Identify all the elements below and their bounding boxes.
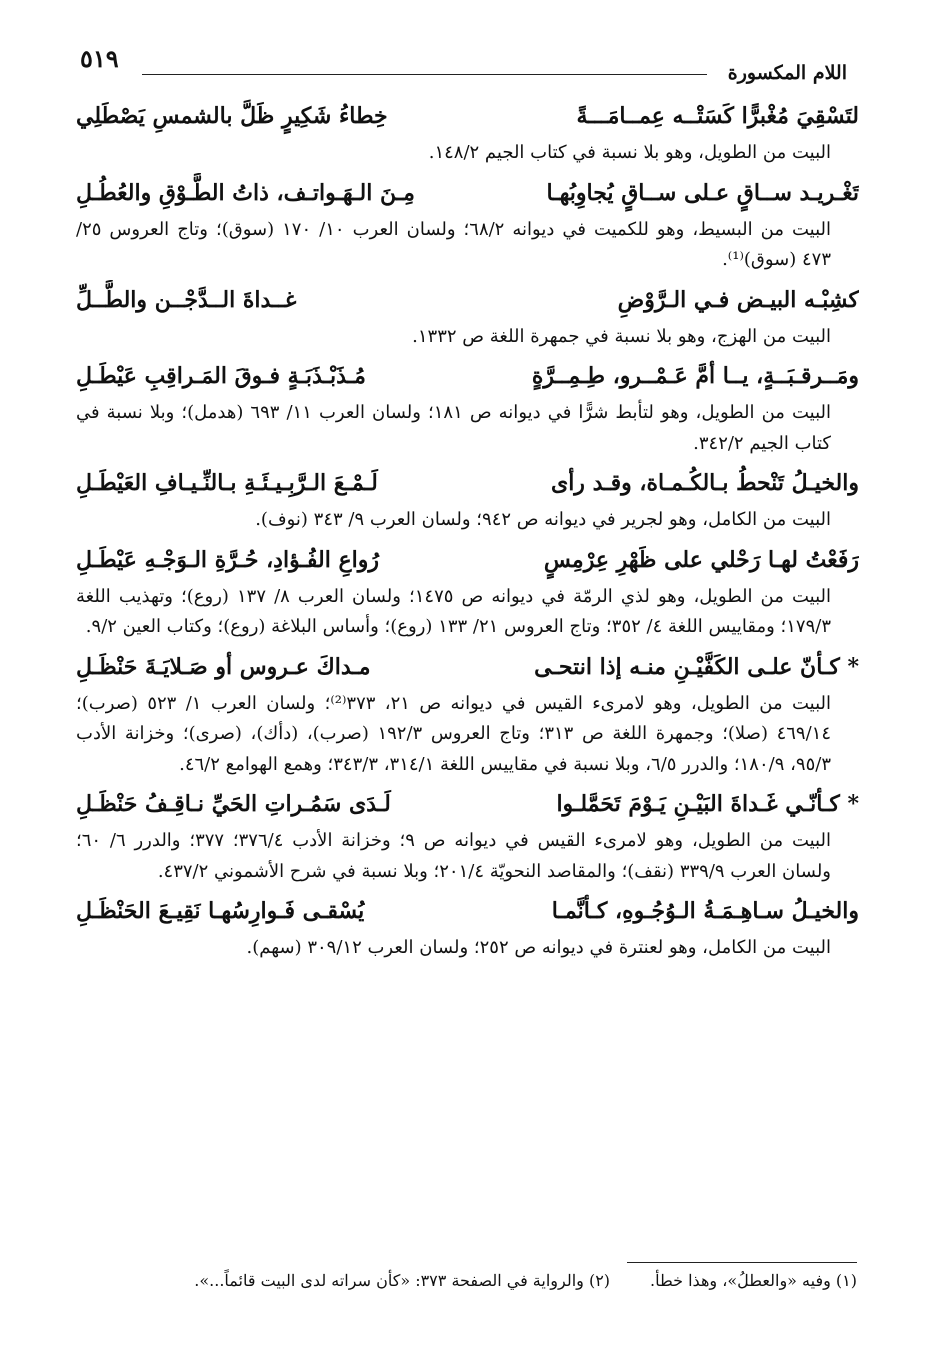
footnote-1: (١) وفيه «والعطلُ»، وهذا خطأ. [650,1271,857,1290]
footnotes [80,1270,857,1292]
footnote-2: (٢) والرواية في الصفحة ٣٧٣: «كأن سراته لدى البيت قائماً...». [194,1271,611,1290]
verse [76,173,859,215]
running-title: اللام المكسورة [727,62,847,84]
entry [76,280,859,353]
verse-second-hemistich: خِطاءُ شَكِيرٍ ظَلَّ بالشمسِ يَصْطَلِي [76,103,388,129]
verse [76,540,859,582]
verse-first-hemistich: كشِبْـه البيـض فـي الـرَّوْضِ [617,286,859,313]
page-header [80,44,847,84]
entries-list [76,96,859,968]
verse-first-hemistich: تَغْـريـد ســاقٍ عـلى ســاقٍ يُجاوِبُهـا [546,179,859,206]
verse-source-note: البيت من الطويل، وهو لذي الرمّة في ديوانه ص ١٤٧٥؛ ولسان العرب ٨/ ١٣٧ (روع)؛ وتهذيب اللغة ١٧٩/٣؛ ومقاييس اللغة ٤/ ٣٥٢؛ وتاج العروس ٢١/ ١٣٣ (روع)؛ وأساس البلاغة (روع)؛ وكتاب العين ٩/٢. [76,585,831,637]
verse-first-hemistich: * كـأنّـي غَـداةَ البَيْـنِ يَـوْمَ تَحَمَّلـوا [556,791,859,817]
entry [76,647,859,781]
verse [76,784,859,826]
verse-source-note: البيت من الهزج، وهو بلا نسبة في جمهرة اللغة ص ١٣٣٢. [412,325,831,347]
entry [76,463,859,536]
verse-first-hemistich: * كـأنّ علـى الكَفَّيْـنِ منـه إذا انتحـى [534,653,859,680]
verse-first-hemistich: رَفَعْتُ لهـا رَحْلي على ظَهْرِ عِرْمِسٍ [543,546,859,573]
verse-second-hemistich: لَـمْـعَ الـرَّبِـيـئَـةِ بـالنِّـيـافِ العَيْطَـلِ [76,470,378,496]
verse-source-note: البيت من البسيط، وهو للكميت في ديوانه ٦٨/٢؛ ولسان العرب ١٠/ ١٧٠ (سوق)؛ وتاج العروس ٢٥/ ٤٧٣ (سوق)⁽¹⁾. [76,218,832,270]
entry [76,173,859,276]
verse-source-note: البيت من الكامل، وهو لجرير في ديوانه ص ٩٤٢؛ ولسان العرب ٩/ ٣٤٣ (نوف). [255,509,831,530]
verse [76,891,859,933]
verse-first-hemistich: والخيـلُ سـاهِـمَـةُ الـوُجُـوهِ، كـأنَّمـا [551,898,859,924]
entry [76,540,859,643]
page-number: ٥١٩ [80,44,119,73]
verse-first-hemistich: لتَسْقِيَ مُغْبرًّا كَسَتْــه عِمــامَـــةً [576,103,859,129]
header-rule [142,74,707,75]
entry [76,784,859,887]
verse [76,463,859,505]
verse-source-note: البيت من الطويل، وهو لتأبط شرًّا في ديوانه ص ١٨١؛ ولسان العرب ١١/ ٦٩٣ (هدمل)؛ وبلا نسبة في كتاب الجيم ٣٤٢/٢. [76,402,831,454]
verse [76,647,859,689]
verse [76,356,859,398]
verse-second-hemistich: مِـنَ الـهَـواتـف، ذاتُ الطَّـوْقِ والعُطُـلِ [76,179,415,206]
verse-second-hemistich: مُـذَبْـذَبَـةٍ فـوقَ المَـراقِبِ عَيْطَـلِ [76,363,366,389]
verse-second-hemistich: لَـدَى سَمُـراتِ الحَيِّ نـاقِـفُ حَنْظَـلِ [76,791,391,817]
verse-second-hemistich: يُسْقـى فَـوارِسُهـا نَقِيـعَ الحَنْظَـلِ [76,898,365,924]
verse-second-hemistich: مـداكَ عـروس أو صَـلايَـةَ حَنْظَـلِ [76,653,371,680]
verse-source-note: البيت من الكامل، وهو لعنترة في ديوانه ص ٢٥٢؛ ولسان العرب ٣٠٩/١٢ (سهم). [246,937,831,958]
verse-first-hemistich: ومَــرقـبَــةٍ، يــا أمَّ عَـمْــرو، طِـمِــرَّةٍ [531,363,859,389]
verse-second-hemistich: رُواعِ الفُـؤادِ، حُـرَّةِ الـوَجْـهِ عَيْطَـلِ [76,546,379,573]
verse-source-note: البيت من الطويل، وهو بلا نسبة في كتاب الجيم ١٤٨/٢. [428,142,831,163]
verse-source-note: البيت من الطويل، وهو لامرىء القيس في ديوانه ص ٩؛ وخزانة الأدب ٣٧٦/٤؛ ٣٧٧؛ والدرر ٦/ ٦٠؛ ولسان العرب ٣٣٩/٩ (نقف)؛ والمقاصد النحويّة ٢٠١/٤؛ وبلا نسبة في شرح الأشموني ٤٣٧/٢. [76,830,831,882]
verse [76,96,859,138]
verse [76,280,859,322]
footnote-rule [627,1262,857,1263]
entry [76,96,859,169]
verse-first-hemistich: والخيـلُ تَنْحطُ بـالكُـمـاة، وقـد رأى [550,470,859,496]
entry [76,891,859,964]
entry [76,356,859,459]
verse-source-note: البيت من الطويل، وهو لامرىء القيس في ديوانه ص ٢١، ٣٧٣⁽²⁾؛ ولسان العرب ١/ ٥٢٣ (صرب)؛ ٤٦٩/١٤ (صلا)؛ وجمهرة اللغة ص ٣١٣؛ وتاج العروس ١٩٢/٣ (صرب)، (دأك)، (صرى)؛ وخزانة الأدب ٩٥/٣، ١٨٠/٩؛ والدرر ٦/٥، وبلا نسبة في مقاييس اللغة ٣١٤/١، ٣٤٣/٣؛ وهمع الهوامع ٤٦/٢. [76,692,832,775]
verse-second-hemistich: غــداةَ الــدَّجْــن والطَّــلِّ [76,286,297,313]
